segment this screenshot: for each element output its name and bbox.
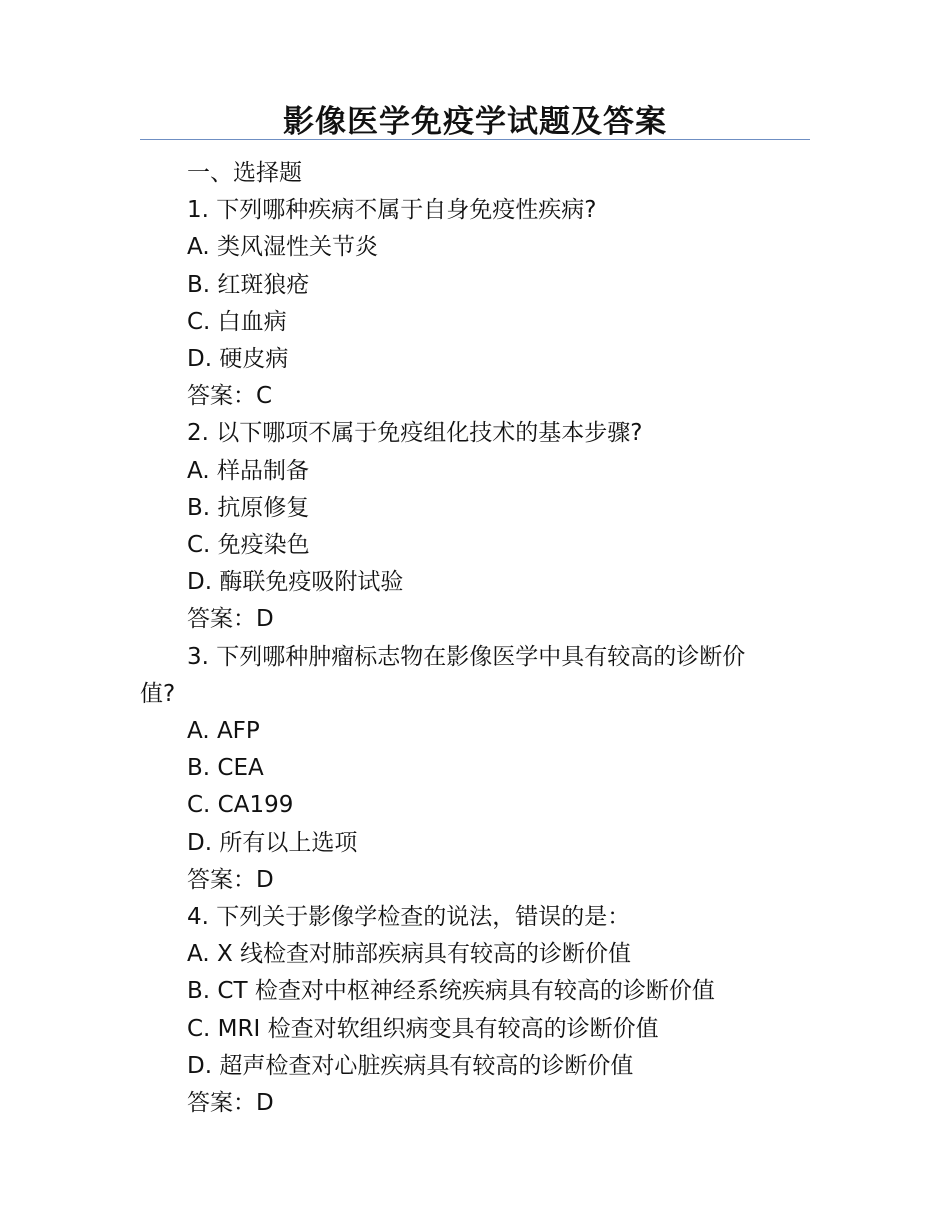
document-body xyxy=(140,155,820,1122)
q3-option-c: C. CA199 xyxy=(187,792,294,819)
q3-option-b: B. CEA xyxy=(187,755,264,782)
q1-option-a: A. 类风湿性关节炎 xyxy=(187,234,378,261)
document-title: 影像医学免疫学试题及答案 xyxy=(283,104,667,140)
q4-option-a: A. X 线检查对肺部疾病具有较高的诊断价值 xyxy=(187,941,632,968)
q4-option-c: C. MRI 检查对软组织病变具有较高的诊断价值 xyxy=(187,1015,659,1042)
question-1: 1. 下列哪种疾病不属于自身免疫性疾病? xyxy=(187,197,597,224)
q2-option-b: B. 抗原修复 xyxy=(187,494,310,521)
question-3-continued: 值? xyxy=(140,680,176,707)
question-4: 4. 下列关于影像学检查的说法，错误的是： xyxy=(187,904,631,931)
q4-answer: 答案：D xyxy=(187,1090,274,1117)
q4-option-d: D. 超声检查对心脏疾病具有较高的诊断价值 xyxy=(187,1052,634,1079)
title-underline xyxy=(140,139,810,140)
q1-option-c: C. 白血病 xyxy=(187,308,287,335)
q1-option-d: D. 硬皮病 xyxy=(187,346,289,373)
q2-answer: 答案：D xyxy=(187,606,274,633)
q3-answer: 答案：D xyxy=(187,866,274,893)
question-2: 2. 以下哪项不属于免疫组化技术的基本步骤? xyxy=(187,420,643,447)
q1-option-b: B. 红斑狼疮 xyxy=(187,271,310,298)
q4-option-b: B. CT 检查对中枢神经系统疾病具有较高的诊断价值 xyxy=(187,978,715,1005)
q2-option-a: A. 样品制备 xyxy=(187,457,309,484)
q2-option-c: C. 免疫染色 xyxy=(187,532,310,559)
q3-option-d: D. 所有以上选项 xyxy=(187,829,358,856)
question-3: 3. 下列哪种肿瘤标志物在影像医学中具有较高的诊断价 xyxy=(187,643,746,670)
q3-option-a: A. AFP xyxy=(187,718,260,745)
q1-answer: 答案：C xyxy=(187,383,273,410)
q2-option-d: D. 酶联免疫吸附试验 xyxy=(187,569,404,596)
section-heading: 一、选择题 xyxy=(187,160,302,186)
